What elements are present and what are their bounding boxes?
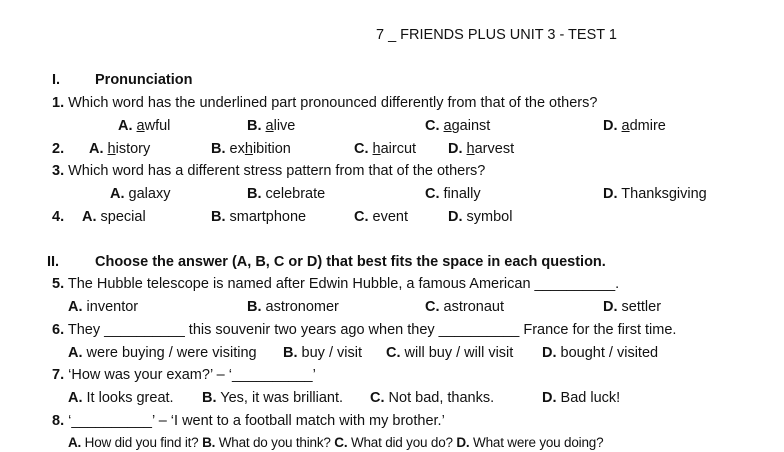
question-text: Which word has the underlined part pronounced differently from that of the others? — [68, 95, 598, 111]
question-number: 6. — [52, 322, 65, 338]
option-text: Yes, it was brilliant. — [220, 390, 344, 406]
q8-option-c — [334, 435, 453, 450]
option-letter: B. — [247, 186, 262, 202]
q2-option-a — [89, 140, 150, 158]
option-text: Bad luck! — [560, 390, 621, 406]
option-text: astronomer — [265, 299, 339, 315]
underlined-part: a — [265, 118, 274, 134]
option-text: were buying / were visiting — [86, 345, 257, 361]
option-text: settler — [621, 299, 662, 315]
option-letter: D. — [603, 186, 618, 202]
q1-option-a — [118, 117, 170, 135]
q4-option-d — [448, 208, 512, 226]
option-letter: B. — [202, 435, 216, 450]
q8-option-b — [202, 435, 331, 450]
option-letter: C. — [425, 118, 440, 134]
option-text-post: istory — [115, 141, 151, 157]
option-text-post: wful — [144, 118, 171, 134]
option-letter: A. — [110, 186, 125, 202]
q3-option-b — [247, 185, 325, 203]
option-text: galaxy — [128, 186, 171, 202]
option-letter: D. — [603, 299, 618, 315]
q5-option-d — [603, 298, 661, 316]
q8-options — [68, 434, 603, 452]
q5-option-c — [425, 298, 504, 316]
question-text: Which word has a different stress pattern from that of the others? — [68, 163, 486, 179]
option-text-post: aircut — [380, 141, 417, 157]
question-text: The Hubble telescope is named after Edwin Hubble, a famous American __________. — [67, 276, 620, 292]
option-letter: A. — [68, 435, 82, 450]
question-6 — [52, 321, 676, 339]
option-letter: C. — [425, 299, 440, 315]
q7-option-b — [202, 389, 343, 407]
option-text-pre: ex — [229, 141, 245, 157]
option-letter: B. — [211, 209, 226, 225]
option-letter: A. — [68, 345, 83, 361]
option-text-post: live — [273, 118, 296, 134]
q1-option-c — [425, 117, 490, 135]
question-8 — [52, 412, 445, 430]
q8-option-d — [456, 435, 603, 450]
option-letter: B. — [283, 345, 298, 361]
option-text-post: gainst — [451, 118, 491, 134]
q3-option-c — [425, 185, 481, 203]
underlined-part: a — [443, 118, 452, 134]
option-letter: D. — [448, 141, 463, 157]
question-7 — [52, 366, 316, 384]
option-text: It looks great. — [86, 390, 174, 406]
option-letter: D. — [542, 390, 557, 406]
option-text: event — [372, 209, 409, 225]
q8-option-a — [68, 435, 199, 450]
q4-option-b — [211, 208, 306, 226]
section-2-number: II. — [47, 254, 60, 270]
question-3 — [52, 162, 485, 180]
page-title: 7 _ FRIENDS PLUS UNIT 3 - TEST 1 — [376, 27, 617, 43]
option-letter: D. — [542, 345, 557, 361]
question-number: 7. — [52, 367, 65, 383]
underlined-part: h — [466, 141, 475, 157]
option-text: symbol — [466, 209, 513, 225]
question-text: ‘__________’ – ‘I went to a football match with my brother.’ — [68, 413, 445, 429]
q7-option-c — [370, 389, 494, 407]
q4-option-a — [82, 208, 146, 226]
option-text-post: dmire — [629, 118, 666, 134]
q2-option-b — [211, 140, 291, 158]
q2-option-c — [354, 140, 416, 158]
option-letter: D. — [456, 435, 470, 450]
question-5 — [52, 275, 619, 293]
option-text: will buy / will visit — [404, 345, 514, 361]
option-letter: C. — [354, 141, 369, 157]
question-number: 8. — [52, 413, 65, 429]
question-text: ‘How was your exam?’ – ‘__________’ — [68, 367, 316, 383]
question-1 — [52, 94, 597, 112]
option-text-post: ibition — [252, 141, 291, 157]
option-letter: B. — [247, 299, 262, 315]
option-letter: A. — [82, 209, 97, 225]
q3-option-a — [110, 185, 170, 203]
q5-option-b — [247, 298, 339, 316]
option-text: What did you do? — [350, 435, 453, 450]
option-letter: D. — [448, 209, 463, 225]
option-text: How did you find it? — [84, 435, 199, 450]
question-number: 3. — [52, 163, 65, 179]
section-1-number: I. — [52, 72, 61, 88]
q6-option-a — [68, 344, 257, 362]
option-letter: A. — [68, 390, 83, 406]
option-letter: A. — [89, 141, 104, 157]
q7-option-a — [68, 389, 174, 407]
underlined-part: h — [244, 141, 253, 157]
q4-option-c — [354, 208, 408, 226]
option-letter: B. — [211, 141, 226, 157]
option-letter: C. — [386, 345, 401, 361]
option-text: finally — [443, 186, 481, 202]
q2-option-d — [448, 140, 514, 158]
underlined-part: a — [136, 118, 145, 134]
section-2-heading: Choose the answer (A, B, C or D) that best fits the space in each question. — [95, 254, 606, 270]
underlined-part: h — [372, 141, 381, 157]
option-text: buy / visit — [301, 345, 362, 361]
q5-option-a — [68, 298, 138, 316]
q6-option-c — [386, 344, 513, 362]
option-letter: C. — [354, 209, 369, 225]
option-letter: B. — [202, 390, 217, 406]
q1-option-d — [603, 117, 666, 135]
option-text-post: arvest — [474, 141, 515, 157]
option-text: Not bad, thanks. — [388, 390, 495, 406]
option-text: What do you think? — [218, 435, 331, 450]
option-letter: C. — [370, 390, 385, 406]
q7-option-d — [542, 389, 620, 407]
option-text: Thanksgiving — [621, 186, 707, 202]
q6-option-d — [542, 344, 658, 362]
option-text: inventor — [86, 299, 139, 315]
section-1-heading: Pronunciation — [95, 72, 193, 88]
option-letter: C. — [425, 186, 440, 202]
question-number: 1. — [52, 95, 65, 111]
underlined-part: a — [621, 118, 630, 134]
option-text: astronaut — [443, 299, 504, 315]
option-letter: A. — [118, 118, 133, 134]
option-letter: D. — [603, 118, 618, 134]
option-text: special — [100, 209, 146, 225]
question-2-number: 2. — [52, 141, 65, 157]
q3-option-d — [603, 185, 707, 203]
option-text: celebrate — [265, 186, 326, 202]
option-letter: C. — [334, 435, 348, 450]
option-text: smartphone — [229, 209, 307, 225]
q6-option-b — [283, 344, 362, 362]
question-number: 5. — [52, 276, 65, 292]
option-text: bought / visited — [560, 345, 659, 361]
option-letter: A. — [68, 299, 83, 315]
option-text: What were you doing? — [473, 435, 604, 450]
option-letter: B. — [247, 118, 262, 134]
question-4-number: 4. — [52, 209, 65, 225]
question-text: They __________ this souvenir two years ago when they __________ France for the first time. — [67, 322, 677, 338]
underlined-part: h — [107, 141, 116, 157]
q1-option-b — [247, 117, 295, 135]
